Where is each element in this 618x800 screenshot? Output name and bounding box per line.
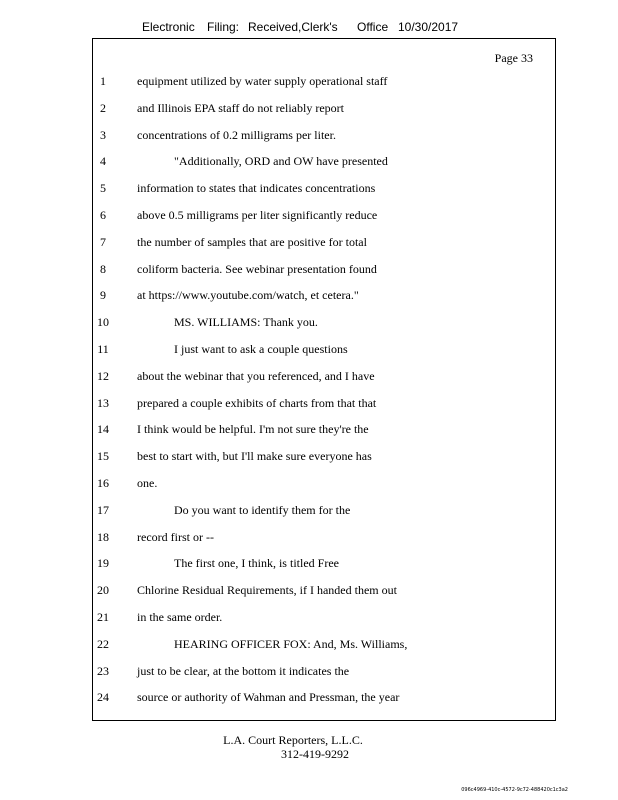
line-number: 8 [100, 261, 106, 276]
line-text: at https://www.youtube.com/watch, et cetera." [137, 288, 359, 303]
transcript-line [0, 500, 618, 520]
header-electronic: Electronic [142, 20, 195, 34]
transcript-line [0, 151, 618, 171]
filing-header [0, 20, 618, 38]
transcript-line [0, 366, 618, 386]
line-text: concentrations of 0.2 milligrams per liter. [137, 127, 336, 142]
line-text: I just want to ask a couple questions [174, 342, 348, 356]
page-number: Page 33 [494, 51, 533, 65]
line-text: MS. WILLIAMS: Thank you. [174, 315, 318, 330]
footer-company: L.A. Court Reporters, L.L.C. [223, 733, 363, 747]
transcript-line [0, 634, 618, 654]
line-text: The first one, I think, is titled Free [174, 556, 339, 571]
line-number: 16 [97, 476, 109, 490]
line-text: Chlorine Residual Requirements, if I handed them out [137, 583, 397, 598]
transcript-line [0, 285, 618, 305]
line-number: 19 [97, 556, 109, 571]
line-number: 4 [100, 154, 106, 169]
line-number: 3 [100, 127, 106, 142]
header-date: 10/30/2017 [398, 20, 459, 34]
line-number: 5 [100, 181, 106, 196]
line-number: 6 [100, 208, 106, 222]
line-number: 18 [97, 529, 109, 544]
line-number: 23 [97, 663, 109, 678]
transcript-line [0, 553, 618, 573]
transcript-line [0, 687, 618, 707]
transcript-line [0, 661, 618, 681]
line-text: one. [137, 476, 158, 490]
line-number: 21 [97, 610, 109, 624]
line-text: equipment utilized by water supply operational staff [137, 74, 388, 88]
transcript-line [0, 607, 618, 627]
line-number: 7 [100, 234, 106, 249]
line-number: 12 [97, 368, 109, 383]
line-number: 24 [97, 690, 109, 705]
header-filing: Filing: [207, 20, 240, 34]
transcript-line [0, 98, 618, 118]
transcript-line [0, 205, 618, 225]
line-text: information to states that indicates concentrations [137, 181, 376, 196]
line-number: 15 [97, 449, 109, 464]
transcript-line [0, 259, 618, 279]
line-text: record first or -- [137, 529, 214, 544]
transcript-line [0, 473, 618, 493]
line-number: 22 [97, 636, 109, 651]
transcript-line [0, 71, 618, 91]
line-text: and Illinois EPA staff do not reliably report [137, 100, 344, 115]
line-number: 1 [100, 74, 106, 88]
line-text: source or authority of Wahman and Pressman, the year [137, 690, 400, 705]
line-number: 20 [97, 583, 109, 598]
line-number: 14 [97, 422, 109, 437]
footer-phone: 312-419-9292 [281, 747, 349, 761]
line-text: best to start with, but I'll make sure everyone has [137, 449, 372, 464]
line-number: 10 [97, 315, 109, 330]
line-text: I think would be helpful. I'm not sure they're the [137, 422, 369, 437]
line-text: Do you want to identify them for the [174, 502, 351, 517]
transcript-line [0, 232, 618, 252]
line-text: just to be clear, at the bottom it indicates the [137, 663, 350, 678]
transcript-line [0, 527, 618, 547]
line-number: 11 [97, 342, 109, 356]
transcript-line [0, 419, 618, 439]
line-number: 9 [100, 288, 106, 303]
line-number: 2 [100, 100, 106, 115]
line-text: HEARING OFFICER FOX: And, Ms. Williams, [174, 636, 408, 651]
line-text: prepared a couple exhibits of charts from that that [137, 395, 377, 410]
line-number: 13 [97, 395, 109, 410]
document-id: 096c4969-410c-4572-9c72-488420c1c3a2 [461, 787, 568, 793]
transcript-line [0, 446, 618, 466]
line-text: above 0.5 milligrams per liter significantly reduce [137, 208, 378, 222]
line-number: 17 [97, 502, 109, 517]
line-text: in the same order. [137, 610, 223, 624]
line-text: "Additionally, ORD and OW have presented [174, 154, 388, 169]
transcript-line [0, 339, 618, 359]
transcript-line [0, 580, 618, 600]
header-received: Received,Clerk's [248, 20, 338, 34]
line-text: about the webinar that you referenced, and I have [137, 368, 375, 383]
line-text: the number of samples that are positive for total [137, 234, 367, 249]
header-office: Office [357, 20, 389, 34]
line-text: coliform bacteria. See webinar presentation found [137, 261, 377, 276]
transcript-line [0, 393, 618, 413]
transcript-line [0, 178, 618, 198]
transcript-line [0, 312, 618, 332]
transcript-line [0, 125, 618, 145]
